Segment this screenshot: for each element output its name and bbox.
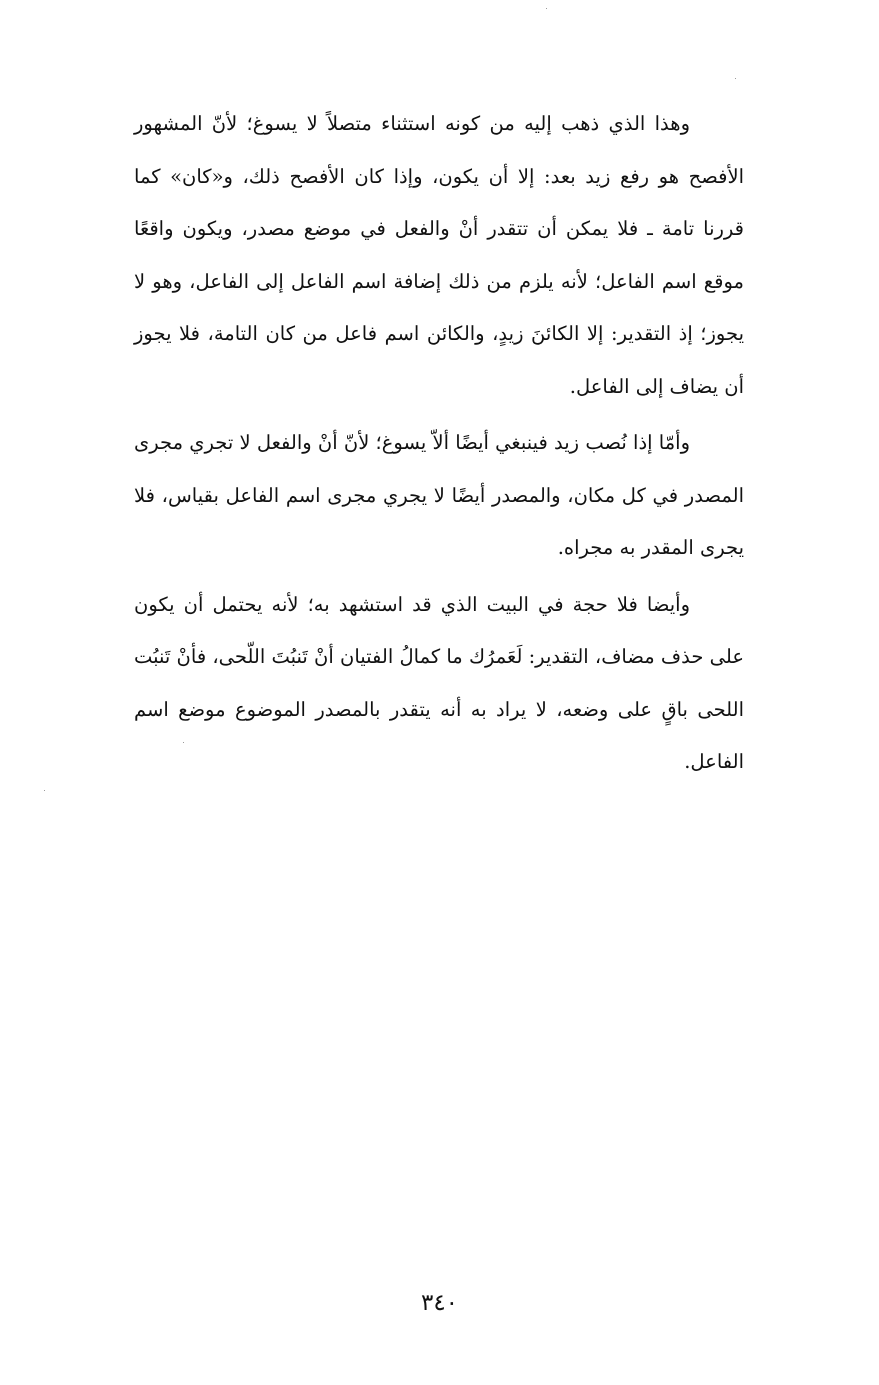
paragraph-1: وهذا الذي ذهب إليه من كونه استثناء متصلاً لا يسوغ؛ لأنّ المشهور الأفصح هو رفع زيد بعد: إلا أن يكون، وإذا كان الأفصح ذلك، و«كان» كما قررنا تامة ـ فلا يمكن أن تتقدر أنْ والفعل في موضع مصدر، ويكون واقعًا موقع اسم الفاعل؛ لأنه يلزم من ذلك إضافة اسم الفاعل إلى الفاعل، وهو لا يجوز؛ إذ التقدير: إلا الكائنَ زيدٍ، والكائن اسم فاعل من كان التامة، فلا يجوز أن يضاف إلى الفاعل. [134, 112, 744, 398]
paragraph-3: وأيضا فلا حجة في البيت الذي قد استشهد به؛ لأنه يحتمل أن يكون على حذف مضاف، التقدير: لَعَمرُك ما كمالُ الفتيان أنْ تَنبُتَ اللّحى، فأنْ تَنبُت اللحى باقٍ على وضعه، لا يراد به أنه يتقدر بالمصدر الموضوع موضع اسم الفاعل. [134, 592, 744, 773]
scan-speck [183, 742, 184, 743]
scan-speck [735, 78, 736, 79]
page-number: ٣٤٠ [420, 1290, 459, 1316]
scan-speck [44, 790, 45, 791]
scan-speck [546, 8, 547, 9]
paragraph-2: وأمّا إذا نُصب زيد فينبغي أيضًا ألاّ يسوغ؛ لأنّ أنْ والفعل لا تجري مجرى المصدر في كل مكان، والمصدر أيضًا لا يجري مجرى اسم الفاعل بقياس، فلا يجرى المقدر به مجراه. [134, 431, 744, 559]
body-text [134, 98, 744, 793]
